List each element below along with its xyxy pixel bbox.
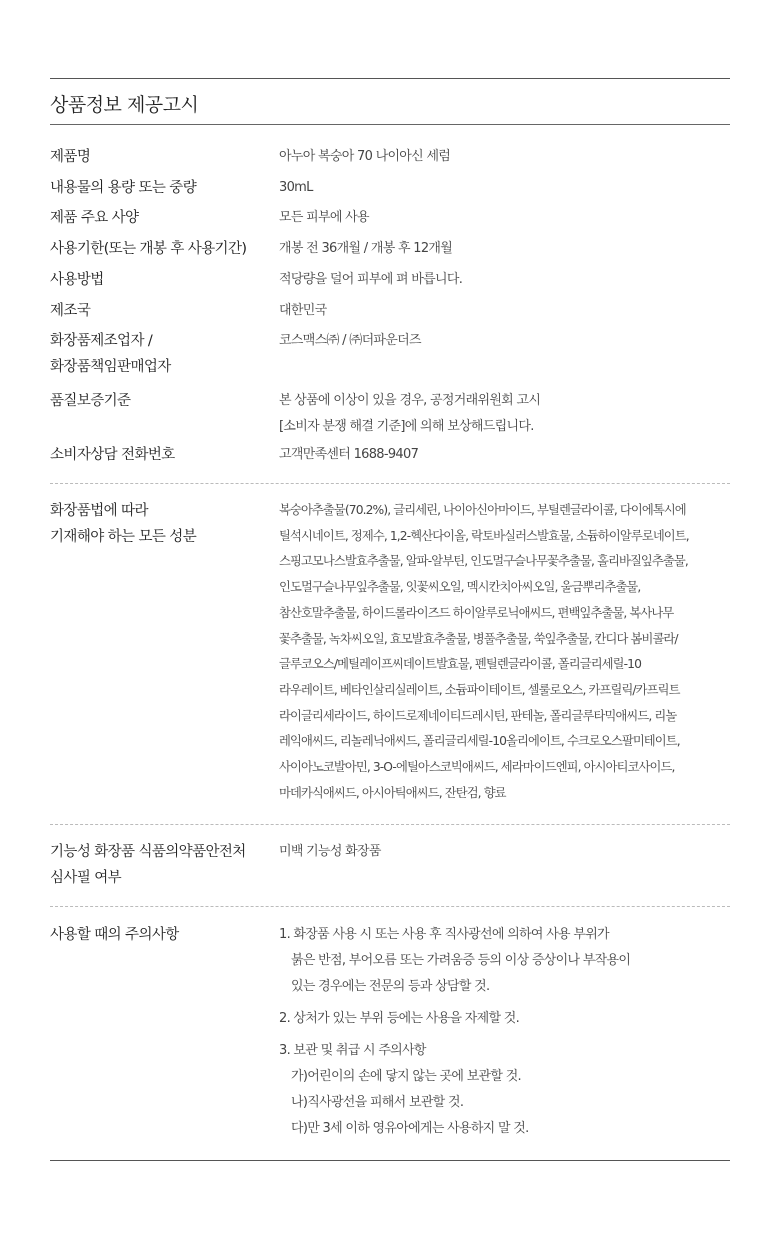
caution-subitem: 가)어린이의 손에 닿지 않는 곳에 보관할 것. — [291, 1069, 521, 1084]
row-label: 사용방법 — [50, 272, 104, 288]
row-label: 소비자상담 전화번호 — [50, 447, 175, 463]
top-divider — [50, 78, 730, 79]
ingredient-line: 라이글리세라이드, 하이드로제네이티드레시틴, 판테놀, 폴리글루타믹애씨드, 리놀 — [279, 708, 677, 723]
caution-subitem: 나)직사광선을 피해서 보관할 것. — [291, 1095, 464, 1110]
dashed-divider — [50, 906, 730, 907]
row-label: 사용할 때의 주의사항 — [50, 927, 179, 943]
ingredient-line: 틸석시네이트, 정제수, 1,2-헥산다이올, 락토바실러스발효물, 소듐하이알루로네이트, — [279, 528, 689, 543]
row-label: 제조국 — [50, 303, 91, 319]
row-value: 모든 피부에 사용 — [279, 210, 369, 225]
section-title: 상품정보 제공고시 — [50, 94, 199, 116]
row-value: 아누아 복숭아 70 나이아신 세럼 — [279, 149, 451, 164]
row-label: 제품 주요 사양 — [50, 210, 139, 226]
value-line: [소비자 분쟁 해결 기준]에 의해 보상해드립니다. — [279, 419, 534, 434]
caution-line: 붉은 반점, 부어오름 또는 가려움증 등의 이상 증상이나 부작용이 — [291, 953, 631, 968]
row-value: 미백 기능성 화장품 — [279, 844, 381, 859]
ingredient-line: 사이아노코발아민, 3-O-에틸아스코빅애씨드, 세라마이드엔피, 아시아티코사이드, — [279, 760, 675, 775]
dashed-divider — [50, 483, 730, 484]
ingredient-line: 복숭아추출물(70.2%), 글리세린, 나이아신아마이드, 부틸렌글라이콜, 다이에톡시에 — [279, 503, 686, 517]
caution-line: 있는 경우에는 전문의 등과 상담할 것. — [291, 979, 490, 994]
row-label: 내용물의 용량 또는 중량 — [50, 180, 197, 196]
label-line: 화장품법에 따라 — [50, 503, 148, 519]
ingredients-list — [279, 498, 734, 806]
row-label — [50, 498, 275, 550]
label-line: 화장품제조업자 / — [50, 333, 153, 349]
label-line: 화장품책임판매업자 — [50, 359, 171, 375]
dashed-divider — [50, 824, 730, 825]
ingredient-line: 꽃추출물, 녹차씨오일, 효모발효추출물, 병풀추출물, 쑥잎추출물, 칸디다 봄비콜라/ — [279, 631, 678, 646]
row-value: 30mL — [279, 180, 313, 195]
row-label: 사용기한(또는 개봉 후 사용기간) — [50, 241, 247, 257]
caution-line: 3. 보관 및 취급 시 주의사항 — [279, 1043, 426, 1058]
label-line: 기능성 화장품 식품의약품안전처 — [50, 844, 246, 860]
ingredient-line: 인도멀구슬나무잎추출물, 잇꽃씨오일, 멕시칸치아씨오일, 울금뿌리추출물, — [279, 580, 641, 595]
caution-subitem: 다)만 3세 이하 영유아에게는 사용하지 말 것. — [291, 1121, 529, 1136]
caution-line: 1. 화장품 사용 시 또는 사용 후 직사광선에 의하여 사용 부위가 — [279, 927, 609, 942]
title-divider — [50, 124, 730, 125]
ingredient-line: 레익애씨드, 리놀레닉애씨드, 폴리글리세릴-10올리에이트, 수크로오스팔미테이트, — [279, 734, 680, 749]
bottom-divider — [50, 1160, 730, 1161]
caution-line: 2. 상처가 있는 부위 등에는 사용을 자제할 것. — [279, 1011, 520, 1026]
row-value: 대한민국 — [279, 303, 327, 318]
ingredient-line: 참산호말추출물, 하이드롤라이즈드 하이알루로닉애씨드, 편백잎추출물, 복사나무 — [279, 605, 674, 620]
row-value: 코스맥스㈜ / ㈜더파운더즈 — [279, 333, 421, 348]
label-line: 심사필 여부 — [50, 870, 122, 886]
row-value: 적당량을 덜어 피부에 펴 바릅니다. — [279, 272, 463, 287]
row-value: 고객만족센터 1688-9407 — [279, 447, 419, 462]
ingredient-line: 마데카식애씨드, 아시아틱애씨드, 잔탄검, 향료 — [279, 785, 506, 800]
ingredient-line: 글루코오스/메틸레이프씨데이트발효물, 펜틸렌글라이콜, 폴리글리세릴-10 — [279, 657, 642, 672]
caution-list — [279, 922, 734, 1142]
ingredient-line: 라우레이트, 베타인살리실레이트, 소듐파이테이트, 셀룰로오스, 카프릴릭/카프릭트 — [279, 682, 680, 697]
label-line: 기재해야 하는 모든 성분 — [50, 529, 197, 545]
row-label — [50, 328, 275, 380]
caution-item — [279, 922, 734, 1000]
value-line: 본 상품에 이상이 있을 경우, 공정거래위원회 고시 — [279, 393, 541, 408]
row-label — [50, 839, 275, 891]
ingredient-line: 스핑고모나스발효추출물, 알파-알부틴, 인도멀구슬나무꽃추출물, 홀리바질잎추출물, — [279, 554, 688, 569]
row-value — [279, 388, 734, 440]
caution-item — [279, 1006, 734, 1032]
row-label: 품질보증기준 — [50, 393, 131, 409]
row-value: 개봉 전 36개월 / 개봉 후 12개월 — [279, 241, 453, 256]
row-label: 제품명 — [50, 149, 91, 165]
caution-item — [279, 1038, 734, 1142]
